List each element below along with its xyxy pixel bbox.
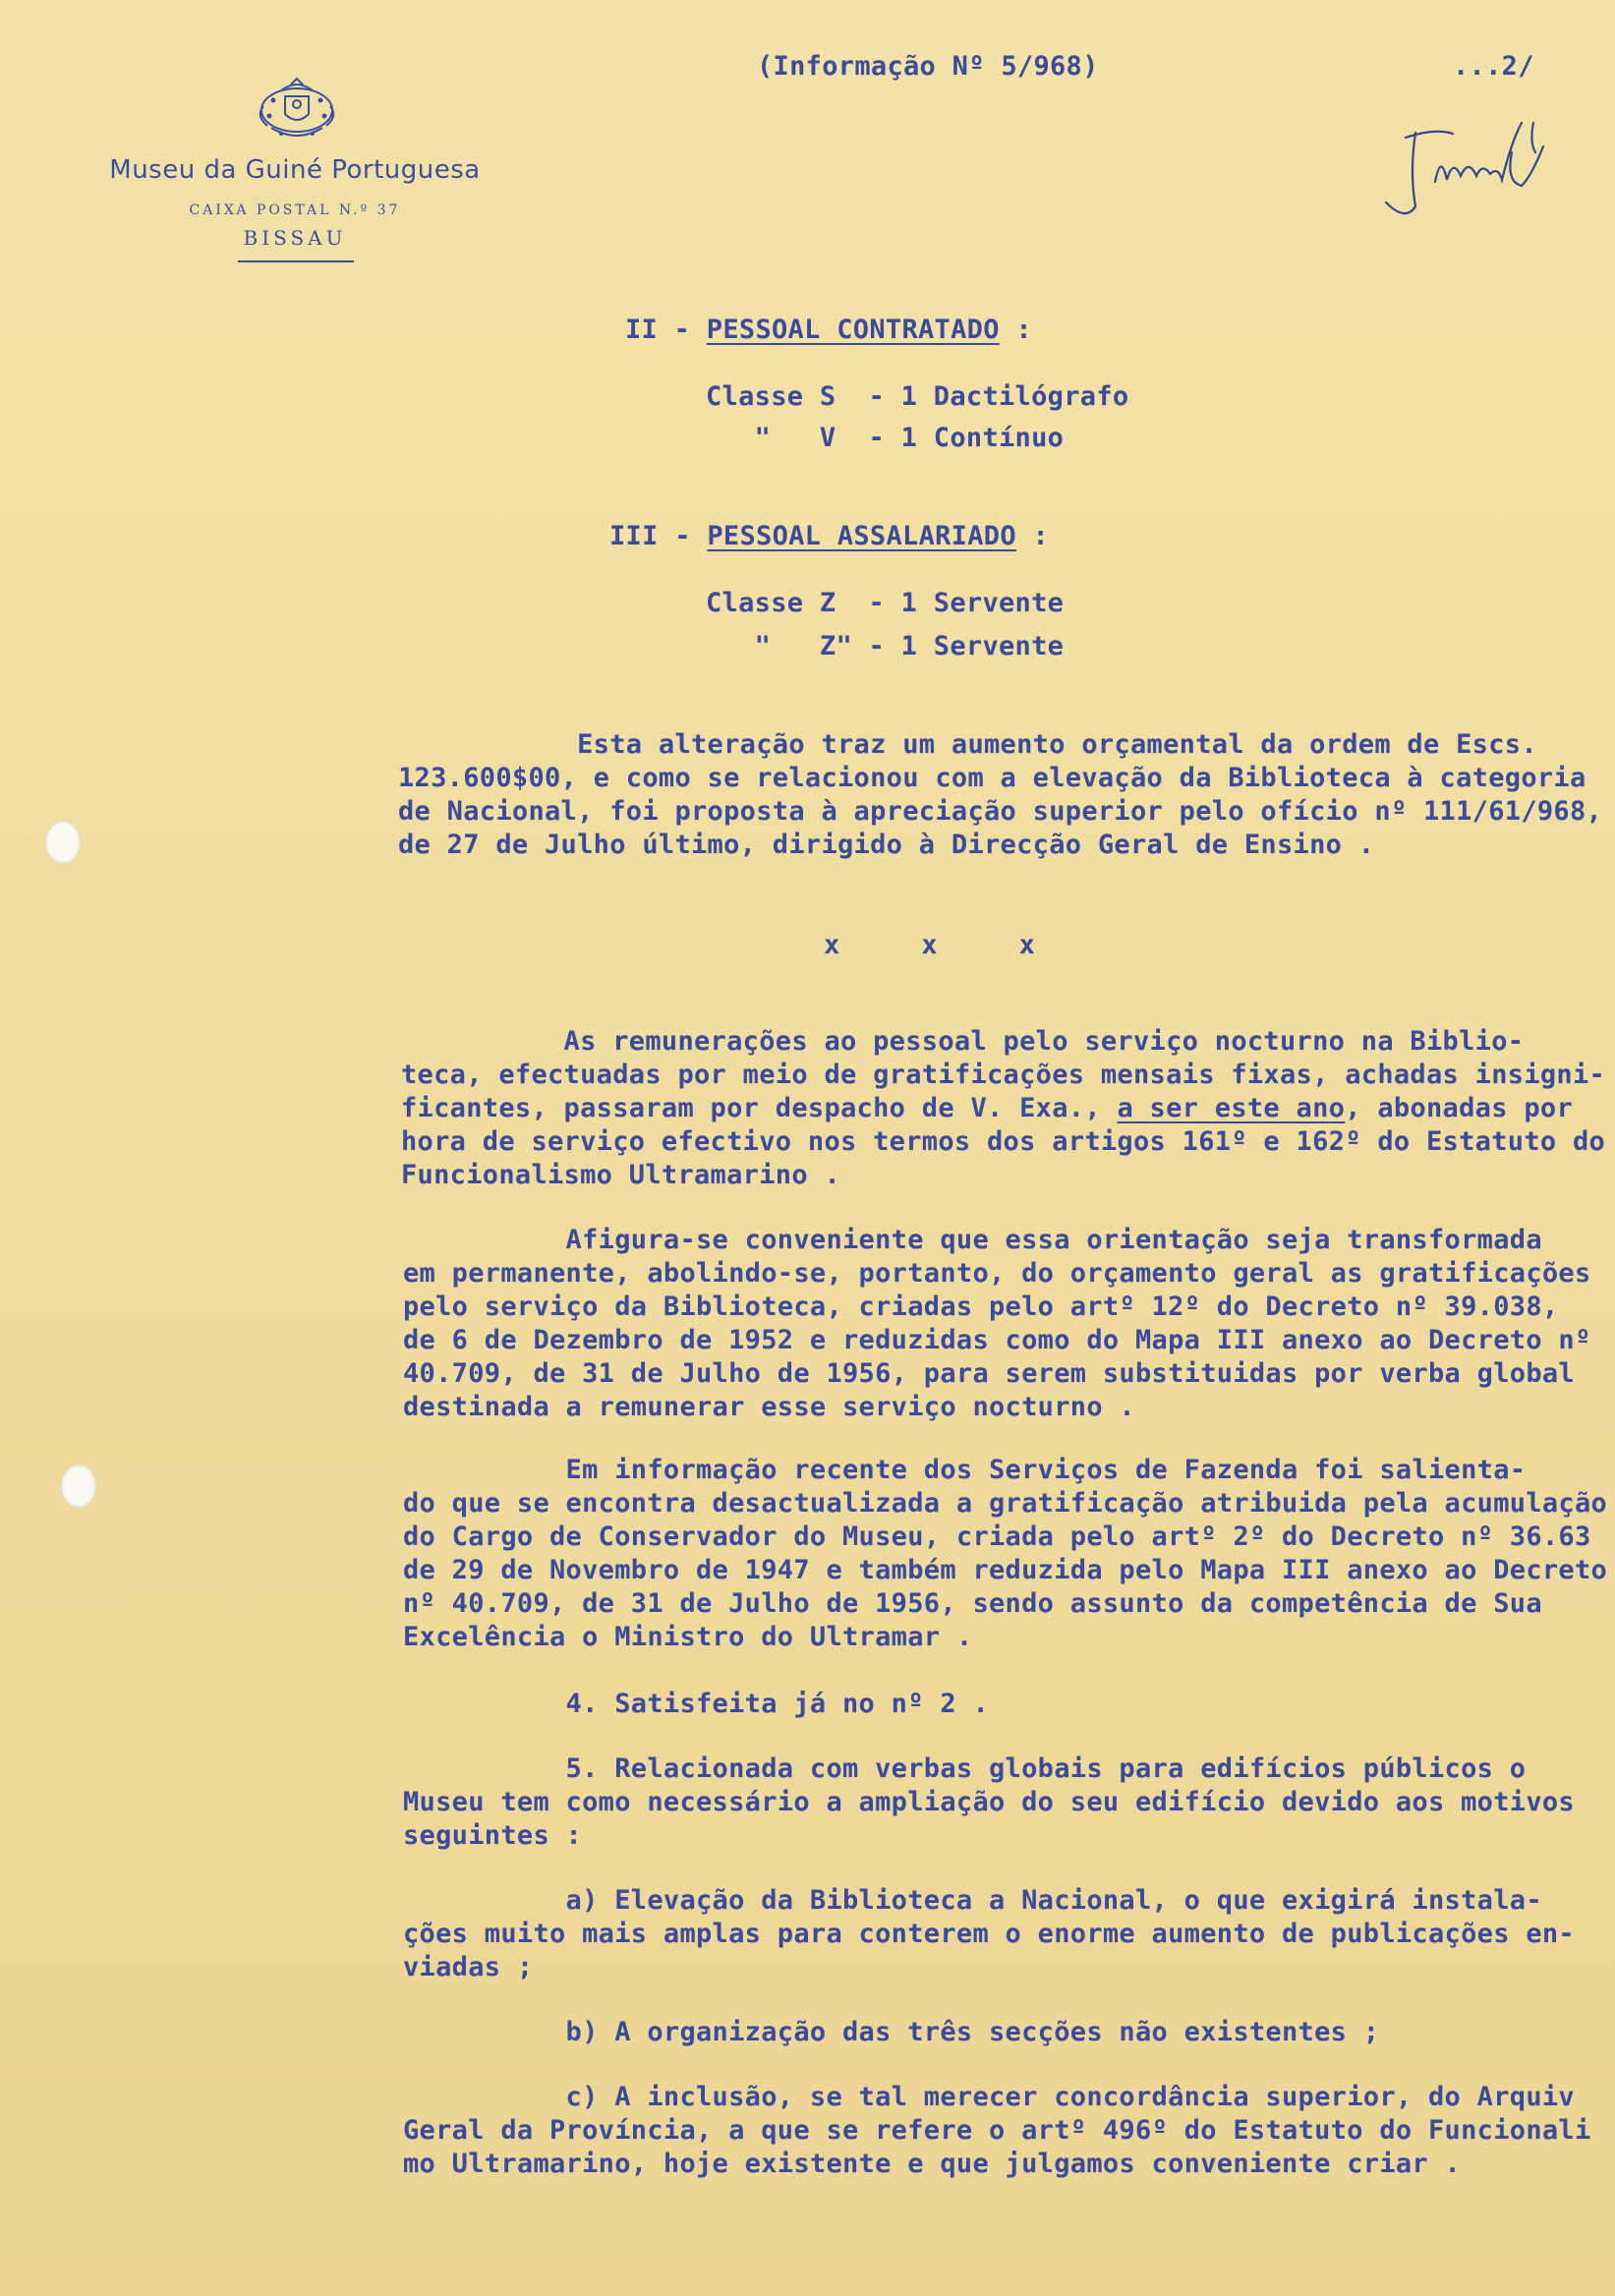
paragraph-line: Funcionalismo Ultramarino . xyxy=(401,1160,840,1190)
text-span: ficantes, passaram por despacho de V. Exa., xyxy=(401,1093,1118,1123)
paragraph-line: Afigura-se conveniente que essa orientação seja transformada xyxy=(403,1225,1542,1255)
paragraph-line: teca, efectuadas por meio de gratificações mensais fixas, achadas insigni- xyxy=(401,1060,1606,1090)
handwritten-signature-icon xyxy=(1376,84,1563,231)
paragraph-line: Excelência o Ministro do Ultramar . xyxy=(403,1622,973,1652)
section-iii-title: PESSOAL ASSALARIADO xyxy=(707,521,1016,551)
numbered-item-4: 4. Satisfeita já no nº 2 . xyxy=(403,1689,989,1719)
paragraph-line: 40.709, de 31 de Julho de 1956, para serem substituidas por verba global xyxy=(403,1358,1575,1389)
paragraph-line: de Nacional, foi proposta à apreciação superior pelo ofício nº 111/61/968, xyxy=(398,796,1603,827)
city: BISSAU xyxy=(243,226,347,250)
document-reference: (Informação Nº 5/968) xyxy=(757,51,1099,82)
paragraph-line: Em informação recente dos Serviços de Fazenda foi salienta- xyxy=(403,1455,1527,1485)
paragraph-line: hora de serviço efectivo nos termos dos artigos 161º e 162º do Estatuto do xyxy=(401,1126,1606,1157)
paragraph-line: pelo serviço da Biblioteca, criadas pelo artº 12º do Decreto nº 39.038, xyxy=(403,1292,1559,1322)
section-iii-colon: : xyxy=(1015,521,1050,551)
museum-name: Museu da Guiné Portuguesa xyxy=(109,155,481,185)
section-ii-number: II - xyxy=(625,315,707,345)
paragraph-line: c) A inclusão, se tal merecer concordância superior, do Arquiv xyxy=(403,2082,1575,2112)
paragraph-line: do Cargo de Conservador do Museu, criada pelo artº 2º do Decreto nº 36.63 xyxy=(403,1521,1591,1552)
section-ii-heading xyxy=(625,315,1032,345)
paragraph-line: Museu tem como necessário a ampliação do seu edifício devido aos motivos xyxy=(403,1787,1575,1817)
paragraph-line: Esta alteração traz um aumento orçamental da ordem de Escs. xyxy=(398,729,1537,760)
paragraph-line: viadas ; xyxy=(403,1952,534,1982)
section-iii-heading xyxy=(609,521,1049,551)
paragraph-line: destinada a remunerar esse serviço nocturno . xyxy=(403,1392,1135,1422)
section-ii-title: PESSOAL CONTRATADO xyxy=(706,315,1000,345)
paragraph-line: ções muito mais amplas para conterem o enorme aumento de publicações en- xyxy=(403,1919,1575,1949)
paragraph-line: de 29 de Novembro de 1947 e também reduzida pelo Mapa III anexo ao Decreto xyxy=(403,1555,1608,1585)
paragraph-line: de 6 de Dezembro de 1952 e reduzidas como do Mapa III anexo ao Decreto nº xyxy=(403,1325,1591,1355)
paragraph-line xyxy=(401,1093,1573,1123)
section-ii-colon: : xyxy=(999,315,1032,345)
text-span: , abonadas por xyxy=(1345,1093,1573,1123)
section-ii-row-2: " V - 1 Contínuo xyxy=(706,423,1065,453)
paragraph-line: 123.600$00, e como se relacionou com a elevação da Biblioteca à categoria xyxy=(398,763,1586,793)
letterhead-rule xyxy=(238,260,354,262)
section-iii-row-2: " Z" - 1 Servente xyxy=(706,631,1065,661)
section-iii-row-1: Classe Z - 1 Servente xyxy=(706,588,1065,618)
paragraph-line: As remunerações ao pessoal pelo serviço nocturno na Biblio- xyxy=(401,1026,1525,1057)
section-separator: x x x xyxy=(824,930,1036,960)
paragraph-line: nº 40.709, de 31 de Julho de 1956, sendo assunto da competência de Sua xyxy=(403,1588,1542,1619)
paragraph-line: mo Ultramarino, hoje existente e que julgamos conveniente criar . xyxy=(403,2149,1462,2179)
page-number: ...2/ xyxy=(1453,51,1534,82)
paragraph-line: seguintes : xyxy=(403,1820,583,1851)
punch-hole-top xyxy=(45,821,81,864)
lettered-item-b: b) A organização das três secções não existentes ; xyxy=(403,2017,1380,2047)
paragraph-line: do que se encontra desactualizada a gratificação atribuida pela acumulação xyxy=(403,1488,1608,1519)
punch-hole-bottom xyxy=(61,1464,96,1508)
paragraph-line: a) Elevação da Biblioteca a Nacional, o que exigirá instala- xyxy=(403,1885,1542,1916)
coat-of-arms-icon xyxy=(252,77,342,147)
section-ii-row-1: Classe S - 1 Dactilógrafo xyxy=(706,381,1129,412)
paragraph-line: em permanente, abolindo-se, portanto, do orçamento geral as gratificações xyxy=(403,1258,1591,1289)
paragraph-line: Geral da Província, a que se refere o artº 496º do Estatuto do Funcionali xyxy=(403,2115,1591,2146)
postal-box: CAIXA POSTAL N.º 37 xyxy=(189,202,401,218)
section-iii-number: III - xyxy=(609,521,708,551)
underlined-phrase: a ser este ano xyxy=(1117,1093,1346,1123)
paragraph-line: de 27 de Julho último, dirigido à Direcção Geral de Ensino . xyxy=(398,830,1375,860)
paragraph-line: 5. Relacionada com verbas globais para edifícios públicos o xyxy=(403,1753,1527,1784)
